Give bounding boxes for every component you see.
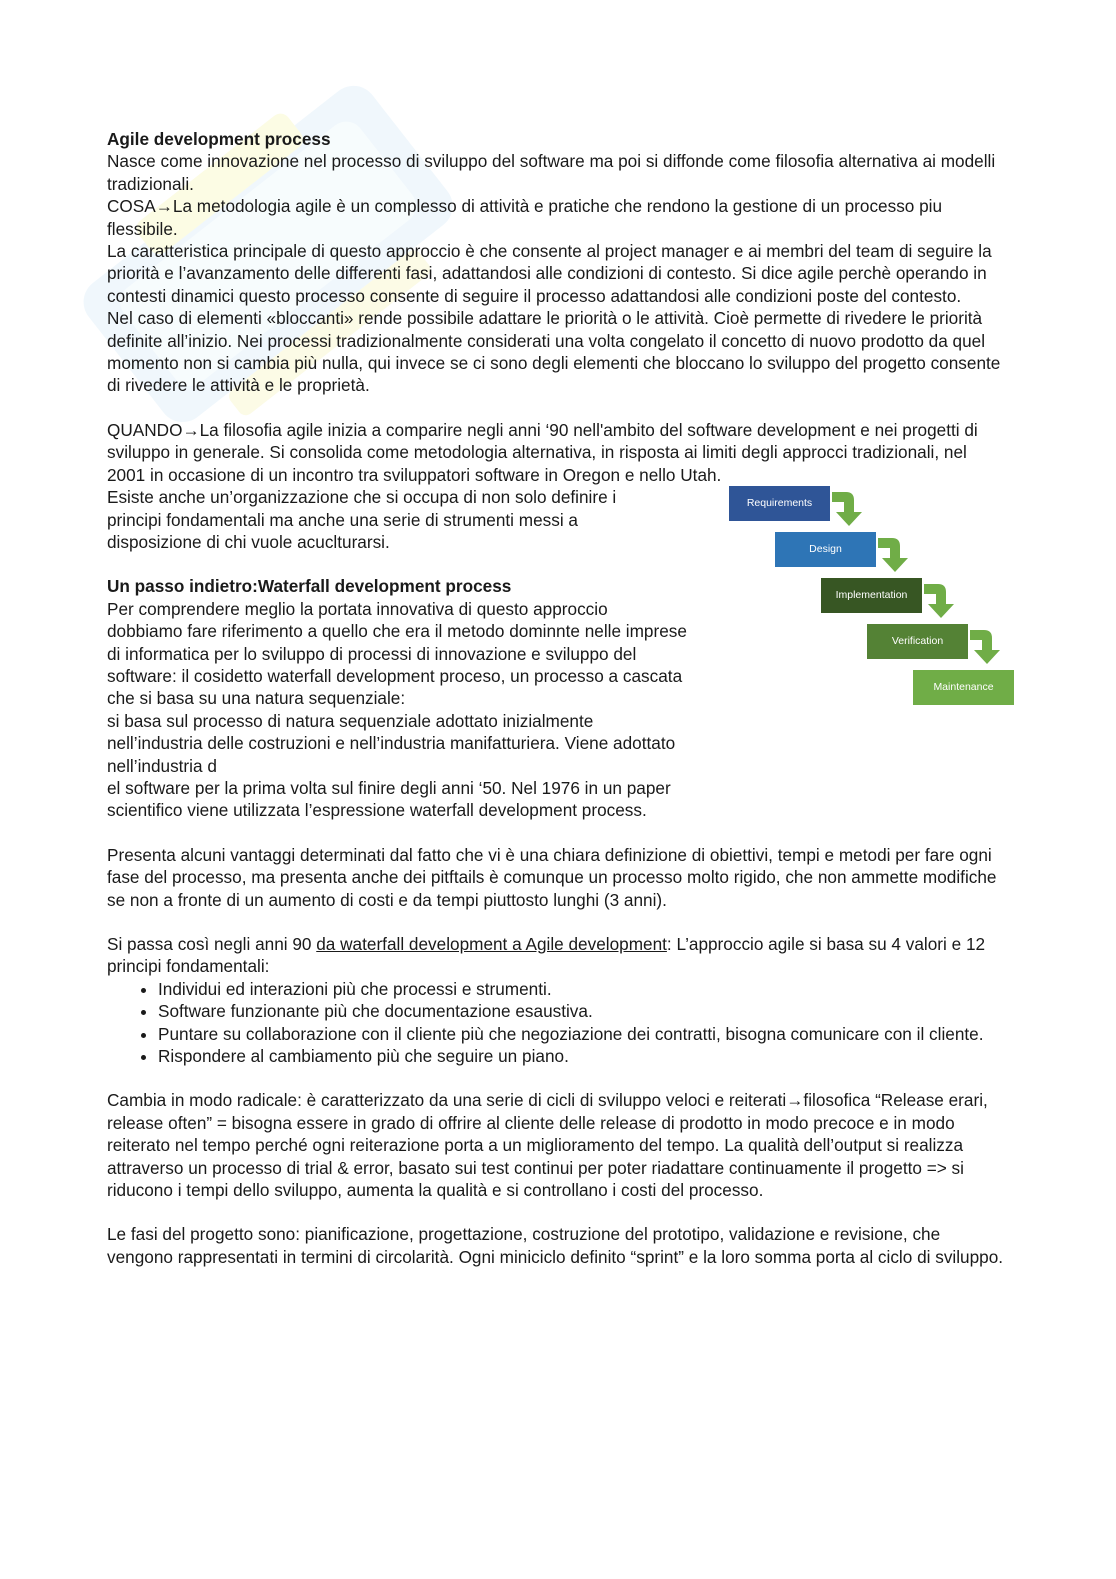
paragraph: QUANDO→La filosofia agile inizia a comparire negli anni ‘90 nell'ambito del software development e nei progetti di sviluppo in generale. Si consolida come metodologia alternativa, in risposta ai limiti degli approcci tradizionali, nel 2001 in occasione di un incontro tra sviluppatori software in Oregon e nello Utah. (107, 419, 978, 485)
waterfall-step-design: Design (775, 532, 876, 567)
waterfall-diagram (729, 486, 1029, 716)
waterfall-section (107, 486, 1007, 822)
waterfall-step-requirements: Requirements (729, 486, 830, 521)
paragraph: COSA→La metodologia agile è un complesso di attività e pratiche che rendono la gestione di un processo piu flessibile. (107, 196, 943, 239)
down-arrow-icon (832, 490, 866, 530)
list-item: • Rispondere al cambiamento più che seguire un piano. (158, 1045, 1007, 1067)
down-arrow-icon (924, 582, 958, 622)
list-item: • Software funzionante più che documentazione esaustiva. (158, 1000, 1007, 1022)
paragraph: Nasce come innovazione nel processo di sviluppo del software ma poi si diffonde come filosofia alternativa ai modelli tradizionali. (107, 151, 996, 194)
down-arrow-icon (878, 536, 912, 576)
principles-list (107, 978, 1007, 1068)
document-page (107, 128, 1007, 1268)
underlined-phrase: da waterfall development a Agile development (316, 934, 667, 954)
paragraph: La caratteristica principale di questo approccio è che consente al project manager e ai membri del team di seguire la priorità e l’avanzamento delle differenti fasi, adattandosi alle condizioni di contesto. Si dice agile perchè operando in contesti dinamici questo processo consente di seguire il processo adattandosi alle condizioni poste del contesto. (107, 241, 992, 306)
paragraph: Per comprendere meglio la portata innovativa di questo approccio dobbiamo fare riferimento a quello che era il metodo dominnte nelle imprese di informatica per lo sviluppo di processi di innovazione e sviluppo del software: il cosidetto waterfall development proceso, un processo a cascata che si basa su una natura sequenziale: (107, 598, 687, 709)
waterfall-step-maintenance: Maintenance (913, 670, 1014, 705)
list-item: • Individui ed interazioni più che processi e strumenti. (158, 978, 1007, 1000)
paragraph: Nel caso di elementi «bloccanti» rende possibile adattare le priorità o le attività. Cioè permette di rivedere le priorità definite all’inizio. Nei processi tradizionalmente considerati una volta congelato il concetto di nuovo prodotto da quel momento non si cambia più nulla, qui invece se ci sono degli elementi che bloccano lo sviluppo del progetto consente di rivedere le attività e le proprietà. (107, 308, 1001, 396)
list-item: • Puntare su collaborazione con il cliente più che negoziazione dei contratti, bisogna comunicare con il cliente. (158, 1023, 1007, 1045)
paragraph: Esiste anche un’organizzazione che si occupa di non solo definire i principi fondamentali ma anche una serie di strumenti messi a disposizione di chi vuole acuclturarsi. (107, 487, 617, 552)
waterfall-step-implementation: Implementation (821, 578, 922, 613)
heading-agile: Agile development process (107, 129, 331, 149)
paragraph: el software per la prima volta sul finire degli anni ‘50. Nel 1976 in un paper scientifico viene utilizzata l’espressione waterfall development process. (107, 777, 671, 821)
down-arrow-icon (970, 628, 1004, 668)
heading-waterfall: Un passo indietro:Waterfall development process (107, 576, 512, 597)
waterfall-step-verification: Verification (867, 624, 968, 659)
paragraph: Presenta alcuni vantaggi determinati dal fatto che vi è una chiara definizione di obiettivi, tempi e metodi per fare ogni fase del processo, ma presenta anche dei pitftails è comunque un processo molto rigido, che non ammette modifiche se non a fronte di un aumento di costi e da tempi piuttosto lunghi (3 anni). (107, 844, 997, 910)
paragraph: Le fasi del progetto sono: pianificazione, progettazione, costruzione del prototipo, validazione e revisione, che vengono rappresentati in termini di circolarità. Ogni miniciclo definito “sprint” e la loro somma porta al ciclo di sviluppo. (107, 1224, 1004, 1267)
paragraph: si basa sul processo di natura sequenziale adottato inizialmente nell’industria delle costruzioni e nell’industria manifatturiera. Viene adottato nell’industria d (107, 710, 676, 776)
paragraph: Cambia in modo radicale: è caratterizzato da una serie di cicli di sviluppo veloci e reiterati→filosofica “Release erari, release often” = bisogna essere in grado di offrire al cliente delle release di prodotto in modo precoce e in modo reiterato nel tempo perché ogni reiterazione porta a un miglioramento del tempo. La qualità dell’output si realizza attraverso un processo di trial & error, basato sui test continui per poter riadattare continuamente il progetto => si riducono i tempi dello sviluppo, aumenta la qualità e si controllano i costi del processo. (107, 1090, 988, 1201)
paragraph: Si passa così negli anni 90 da waterfall development a Agile development: L’approccio agile si basa su 4 valori e 12 principi fondamentali: (107, 934, 986, 977)
